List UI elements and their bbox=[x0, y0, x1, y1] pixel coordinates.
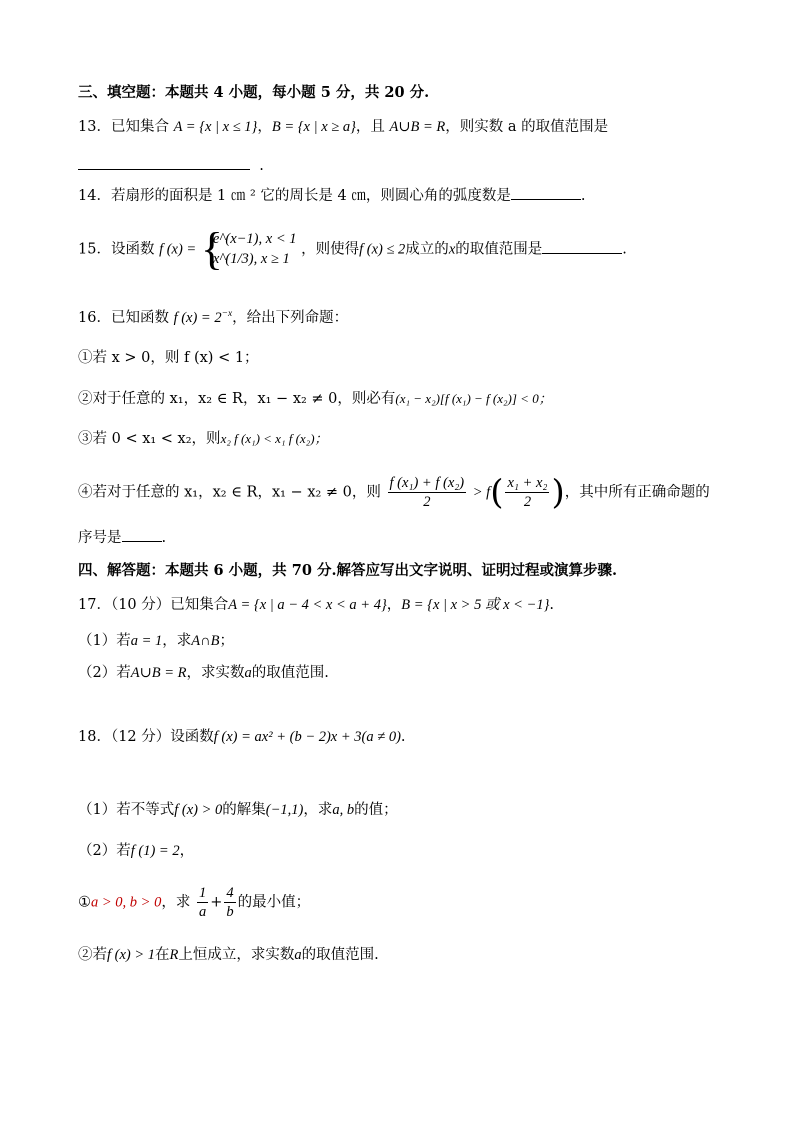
q13-set-a: A = {x | x ≤ 1} bbox=[173, 119, 258, 135]
q15-number: 15． bbox=[78, 241, 111, 258]
q18-fraction-1-over-a bbox=[197, 884, 208, 921]
q18-p2-b: f (1) = 2 bbox=[130, 843, 180, 859]
q17-p2-c: ，求实数 bbox=[186, 665, 245, 681]
q16-p4-compare: > f bbox=[472, 484, 491, 501]
fraction-denominator: b bbox=[226, 904, 234, 921]
q15-answer-blank bbox=[542, 252, 622, 254]
q16-end: . bbox=[161, 530, 167, 546]
q16-p3-text: ③若 0 < x₁ < x₂，则 bbox=[78, 431, 221, 447]
q15-text-3: 成立的 bbox=[405, 241, 449, 258]
q15-case-2: x^(1/3), x ≥ 1 bbox=[212, 250, 290, 267]
q17-part-2 bbox=[78, 665, 329, 682]
q13-answer-line bbox=[78, 158, 264, 175]
q18-c1-mark: ① bbox=[78, 894, 91, 911]
q17-p1-b: a = 1 bbox=[130, 633, 163, 649]
q17-p1-d: A∩B bbox=[191, 633, 220, 649]
q17-head: 17．（10 分）已知集合 bbox=[78, 597, 229, 613]
q18-c1-condition: a > 0, b > 0 bbox=[91, 894, 162, 911]
q13-answer-blank bbox=[78, 168, 250, 170]
question-15 bbox=[78, 223, 627, 274]
question-17 bbox=[78, 597, 554, 614]
q15-function: f (x) = bbox=[159, 241, 197, 258]
q18-p1-b: f (x) > 0 bbox=[174, 802, 223, 818]
q13-end: . bbox=[259, 158, 264, 174]
brace-symbol: { bbox=[200, 223, 223, 274]
q17-p1-e: ； bbox=[219, 633, 234, 649]
q14-text: 若扇形的面积是 1 ㎝ ² 它的周长是 4 ㎝，则圆心角的弧度数是 bbox=[110, 188, 511, 204]
q18-fraction-4-over-b bbox=[224, 884, 235, 921]
fraction-numerator: 1 bbox=[197, 884, 208, 903]
q17-p2-a: （2）若 bbox=[78, 665, 131, 681]
q16-proposition-4 bbox=[78, 474, 710, 511]
q16-exponent: −x bbox=[221, 309, 233, 319]
q18-c2-d: R bbox=[169, 947, 179, 963]
q13-text-1: 已知集合 bbox=[110, 119, 169, 135]
q17-p1-c: ，求 bbox=[162, 633, 192, 649]
q16-function: f (x) = 2 bbox=[173, 309, 222, 326]
fraction-denominator: 2 bbox=[423, 494, 431, 511]
question-16 bbox=[78, 309, 348, 327]
q14-end: . bbox=[580, 188, 586, 204]
q13-number: 13． bbox=[78, 119, 111, 135]
q13-sep: ， bbox=[257, 119, 272, 135]
q18-head: 18．（12 分）设函数 bbox=[78, 729, 214, 745]
q17-part-1 bbox=[78, 633, 234, 650]
plus-sign: + bbox=[210, 894, 223, 911]
q18-c2-f: a bbox=[294, 947, 302, 963]
q18-c1-text: ，求 bbox=[161, 894, 191, 911]
q16-p4-text-2: ，其中所有正确命题的 bbox=[564, 484, 710, 501]
q18-c2-b: f (x) > 1 bbox=[107, 947, 156, 963]
fraction-numerator: 4 bbox=[224, 884, 235, 903]
fraction-denominator: a bbox=[198, 904, 207, 921]
q17-end: . bbox=[549, 597, 554, 613]
q16-p2-text: ②对于任意的 x₁，x₂ ∈ R，x₁ − x₂ ≠ 0，则必有 bbox=[78, 391, 396, 407]
q16-answer-prompt: 序号是 bbox=[78, 530, 122, 546]
q18-p1-g: 的值； bbox=[354, 802, 398, 818]
q16-p3-formula: x₂ f (x₁) < x₁ f (x₂)； bbox=[220, 431, 328, 446]
q18-p1-e: ，求 bbox=[303, 802, 333, 818]
q16-p4-fraction-left bbox=[388, 474, 467, 511]
q15-text-4: 的取值范围是 bbox=[455, 241, 543, 258]
q18-part-1 bbox=[78, 802, 398, 819]
q16-number: 16． bbox=[78, 309, 111, 326]
fraction-numerator: x₁ + x₂ bbox=[505, 474, 549, 493]
q16-answer-line bbox=[78, 530, 166, 547]
question-18 bbox=[78, 729, 406, 746]
fraction-denominator: 2 bbox=[523, 494, 532, 511]
left-paren: ( bbox=[490, 472, 504, 513]
q16-p2-formula: (x₁ − x₂)[f (x₁) − f (x₂)] < 0； bbox=[395, 391, 552, 406]
fraction-numerator: f (x₁) + f (x₂) bbox=[388, 474, 467, 493]
q13-text-2: ，且 bbox=[355, 119, 385, 135]
q15-condition: f (x) ≤ 2 bbox=[359, 241, 406, 258]
question-13 bbox=[78, 119, 608, 136]
right-paren: ) bbox=[551, 472, 565, 513]
q18-p1-c: 的解集 bbox=[222, 802, 266, 818]
q17-p2-d: a bbox=[244, 665, 252, 681]
q18-case-1 bbox=[78, 884, 310, 921]
q17-sep: ， bbox=[386, 597, 402, 613]
q15-piecewise bbox=[200, 223, 297, 274]
q13-condition: A∪B = R bbox=[389, 119, 446, 135]
q16-text-2: ，给出下列命题： bbox=[232, 309, 349, 326]
q18-case-2 bbox=[78, 947, 379, 964]
q15-case-1: e^(x−1), x < 1 bbox=[212, 231, 297, 247]
q17-set-b: B = {x | x > 5 或 x < −1} bbox=[401, 597, 550, 613]
q15-var: x bbox=[448, 241, 456, 258]
q16-answer-blank bbox=[122, 540, 162, 542]
q14-number: 14． bbox=[78, 188, 111, 204]
q18-p2-a: （2）若 bbox=[78, 843, 131, 859]
q15-text-1: 设函数 bbox=[110, 241, 155, 258]
q18-p1-a: （1）若不等式 bbox=[78, 802, 175, 818]
q18-end: . bbox=[400, 729, 406, 745]
q18-function: f (x) = ax² + (b − 2)x + 3(a ≠ 0) bbox=[213, 729, 401, 745]
q17-p2-b: A∪B = R bbox=[130, 665, 187, 681]
q18-part-2 bbox=[78, 843, 194, 860]
q18-p1-d: (−1,1) bbox=[265, 802, 304, 818]
q17-p1-a: （1）若 bbox=[78, 633, 131, 649]
q17-p2-e: 的取值范围. bbox=[251, 665, 329, 681]
q18-c2-a: ②若 bbox=[78, 947, 107, 963]
q18-p2-c: ， bbox=[179, 843, 195, 859]
q14-answer-blank bbox=[511, 198, 581, 200]
q15-end: . bbox=[622, 241, 627, 258]
q13-set-b: B = {x | x ≥ a} bbox=[271, 119, 356, 135]
q13-text-3: ，则实数 a 的取值范围是 bbox=[445, 119, 609, 135]
q18-c2-e: 上恒成立，求实数 bbox=[178, 947, 295, 963]
q17-set-a: A = {x | a − 4 < x < a + 4} bbox=[228, 597, 387, 613]
q16-p4-text: ④若对于任意的 x₁，x₂ ∈ R，x₁ − x₂ ≠ 0，则 bbox=[78, 484, 381, 501]
q16-text-1: 已知函数 bbox=[110, 309, 169, 326]
section-4-heading: 四、解答题：本题共 6 小题，共 70 分.解答应写出文字说明、证明过程或演算步骤. bbox=[78, 562, 618, 579]
q16-proposition-1: ①若 x > 0，则 f (x) < 1； bbox=[78, 350, 259, 366]
q18-p1-f: a, b bbox=[332, 802, 355, 818]
q16-proposition-3 bbox=[78, 431, 328, 448]
q18-c2-c: 在 bbox=[155, 947, 170, 963]
section-3-heading: 三、填空题：本题共 4 小题，每小题 5 分，共 20 分. bbox=[78, 84, 430, 101]
q15-text-2: ，则使得 bbox=[301, 241, 360, 258]
q16-proposition-2 bbox=[78, 391, 552, 408]
q18-c1-end: 的最小值； bbox=[237, 894, 311, 911]
q16-p4-fraction-right bbox=[505, 474, 549, 511]
q18-c2-g: 的取值范围. bbox=[301, 947, 379, 963]
question-14 bbox=[78, 188, 585, 205]
